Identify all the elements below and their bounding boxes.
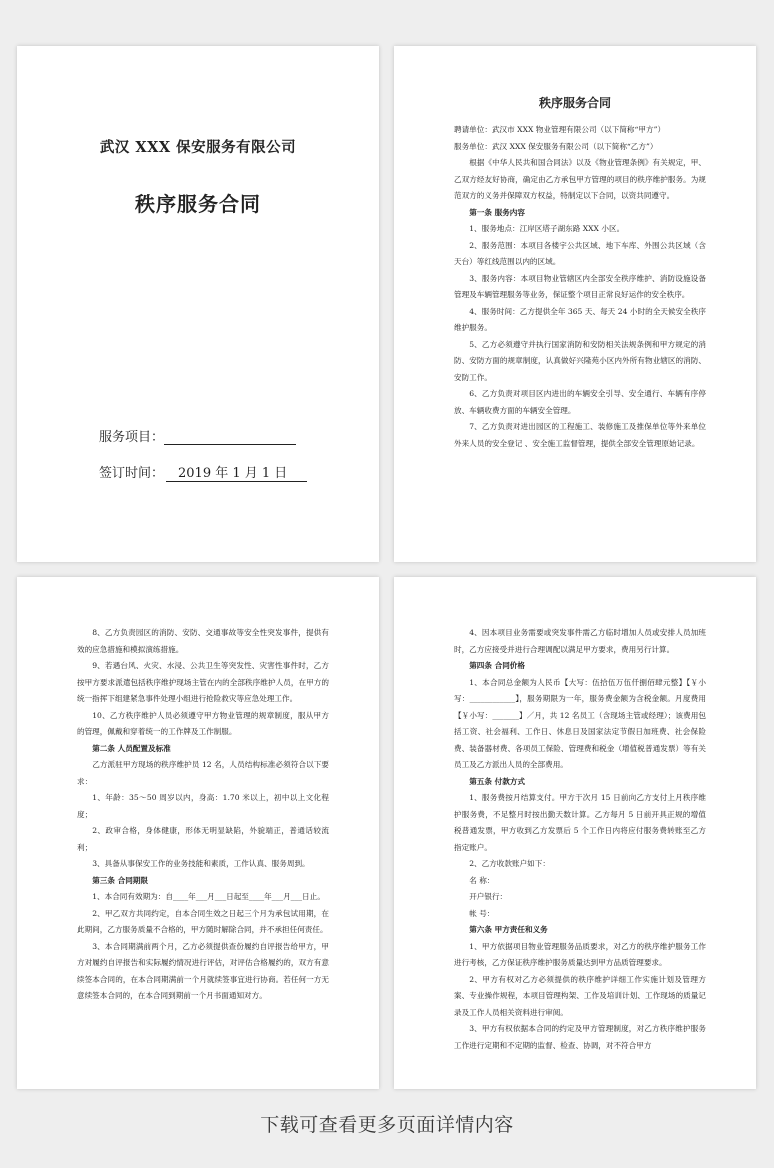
date-value: 2019 年 1 月 1 日 [166,462,307,482]
paragraph: 2、甲乙双方共同约定，自本合同生效之日起三个月为承包试用期，在此期间，乙方服务质量不合格的，甲方随时解除合同，并不承担任何责任。 [77,908,329,934]
paragraph: 根据《中华人民共和国合同法》以及《物业管理条例》有关规定，甲、乙双方经友好协商，确定由乙方承包甲方管理的项目的秩序维护服务。为规范双方的义务并保障双方权益，特制定以下合同，以资共同遵守。 [454,158,706,200]
paragraph: 1、年龄：35～50 周岁以内，身高：1.70 米以上，初中以上文化程度； [77,793,329,819]
paragraph: 服务单位：武汉 XXX 保安服务有限公司（以下简称“乙方”） [454,141,658,151]
paragraph: 2、甲方有权对乙方必须提供的秩序维护详细工作实施计划及管理方案、专业操作规程，本项目管理构架、工作及培训计划、工作现场的质量记录及工作人员相关资料进行审阅。 [454,974,706,1017]
paragraph: 1、本合同总金额为人民币【大写：伍拾伍万伍仟捌佰肆元整】【￥小写：____________】，服务期限为一年，服务费金额为含税金额。月度费用【￥小写：_______】／月，共 12 名员工（含现场主管或经理）；该费用包括工资、社会福利、工作日、休息日及国家法定节假日加班费、社会保险费、装备器材费、各项员工保险、管理费和税金（增值税普通发票）等有关员工及乙方派出人员的全部费用。 [454,677,706,769]
section-heading: 第五条 付款方式 [469,776,525,786]
paragraph: 3、具备从事保安工作的业务技能和素质，工作认真、服务周到。 [92,859,310,868]
contract-page-3 [394,577,756,1089]
project-label: 服务项目： [99,430,165,445]
paragraph: 3、本合同期满前两个月，乙方必须提供查份履约自评报告给甲方，甲方对履约自评报告和实际履约情况进行评估，对评估合格履约的，双方有意续签本合同的，在本合同期满前一个月就续签事宜进行协商。若任何一方无意续签本合同的，在本合同到期前一个月书面通知对方。 [77,941,329,1000]
paragraph: 3、服务内容：本项目物业管辖区内全部安全秩序维护、消防设施设备管理及车辆管理服务等业务，保证整个项目正常良好运作的安全秩序。 [454,273,706,299]
page-content [454,625,706,1054]
paragraph: 1、本合同有效期为：自____年___月___日起至____年___月___日止。 [92,892,325,901]
cover-date-line [99,462,307,482]
section-heading: 第三条 合同期限 [92,875,148,885]
contract-page-1 [394,46,756,562]
paragraph: 4、因本项目业务需要或突发事件需乙方临时增加人员或安排人员加班时，乙方应接受并进行合理调配以满足甲方要求，费用另行计算。 [454,628,706,654]
paragraph: 2、乙方收款账户如下： [469,859,550,868]
section-heading: 第四条 合同价格 [469,661,525,670]
paragraph: 2、服务范围：本项目各楼宇公共区域、地下车库、外围公共区域（含天台）等红线范围以内的区域。 [454,240,706,266]
section-heading: 第六条 甲方责任和义务 [469,925,548,934]
cover-title: 秩序服务合同 [135,192,261,216]
paragraph: 7、乙方负责对进出园区的工程施工、装修施工及推保单位等外来单位外来人员的安全登记 、安全施工监督管理，提供全部安全管理原始记录。 [454,422,706,448]
paragraph: 9、若遇台风、火灾、水浸、公共卫生等突发性、灾害性事件时，乙方按甲方要求派遣包括秩序维护现场主管在内的全部秩序维护人员，在甲方的统一指挥下组建紧急事件处理小组进行抢险救灾等应急处理工作。 [77,661,329,703]
page-content [77,625,329,1005]
paragraph: 2、政审合格，身体健康，形体无明显缺陷，外貌端正，普通话较流利； [77,826,329,852]
paragraph: 名 称： [469,875,495,885]
paragraph: 1、甲方依据项目物业管理服务品质要求，对乙方的秩序维护服务工作进行考核，乙方保证秩序维护服务质量达到甲方品质管理要求。 [454,941,706,967]
paragraph: 1、服务地点：江岸区塔子湖东路 XXX 小区。 [469,224,625,233]
paragraph: 6、乙方负责对项目区内进出的车辆安全引导、安全通行、车辆有序停放、车辆收费方面的车辆安全管理。 [454,389,706,415]
download-caption: 下载可查看更多页面详情内容 [260,1114,514,1136]
paragraph: 5、乙方必须遵守并执行国家消防和安防相关法规条例和甲方规定的消防、安防方面的规章制度，认真做好兴隆苑小区内外所有物业辖区的消防、安防工作。 [454,339,706,382]
paragraph: 聘请单位：武汉市 XXX 物业管理有限公司（以下简称“甲方”） [454,125,666,134]
paragraph: 乙方派驻甲方现场的秩序维护员 12 名，人员结构标准必须符合以下要求： [77,760,329,786]
cover-project-line [99,426,296,445]
paragraph: 3、甲方有权依据本合同的约定及甲方管理制度，对乙方秩序维护服务工作进行定期和不定期的监督、检查、协调，对不符合甲方 [454,1024,706,1050]
section-heading: 第一条 服务内容 [469,207,525,217]
page-content [454,122,706,452]
contract-page-2 [17,577,379,1089]
paragraph: 帐 号： [469,908,495,918]
contract-title: 秩序服务合同 [538,96,611,110]
cover-company-name: 武汉 XXX 保安服务有限公司 [99,139,297,156]
date-label: 签订时间： [99,466,165,481]
paragraph: 开户银行： [469,892,508,901]
paragraph: 1、服务费按月结算支付。甲方于次月 15 日前向乙方支付上月秩序维护服务费，不足整月时按出勤天数计算。乙方每月 5 日前开具正规的增值税普通发票，甲方收到乙方发票后 5 个工作日内将应付服务费转账至乙方指定账户。 [454,793,706,852]
cover-page [17,46,379,562]
paragraph: 8、乙方负责园区的消防、安防、交通事故等安全性突发事件，提供有效的应急措施和模拟演练措施。 [77,628,329,654]
project-blank [164,429,296,445]
paragraph: 4、服务时间：乙方提供全年 365 天、每天 24 小时的全天候安全秩序维护服务。 [454,306,706,332]
paragraph: 10、乙方秩序维护人员必须遵守甲方物业管理的规章制度，服从甲方的管理，佩戴和穿着统一的工作牌及工作制服。 [77,710,329,736]
section-heading: 第二条 人员配置及标准 [92,743,171,753]
